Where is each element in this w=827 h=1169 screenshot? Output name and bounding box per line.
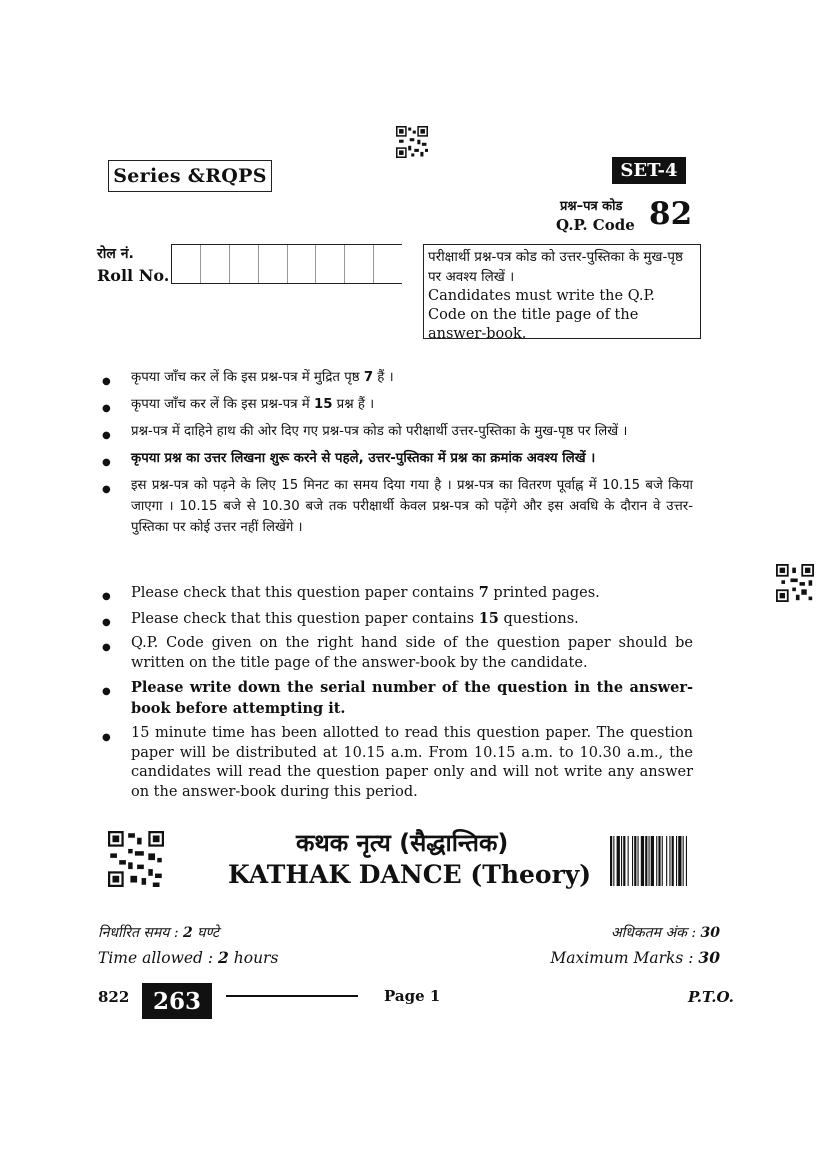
instruction-item [131,609,693,630]
pto-label: P.T.O. [688,988,734,1006]
barcode-bar [658,836,660,886]
instruction-item [131,724,693,802]
barcode-bar [656,836,657,886]
paper-number-box: 263 [142,983,212,1019]
instruction-text: 15 [478,609,499,627]
barcode-icon [610,836,720,886]
roll-number-digit-box[interactable] [201,245,230,283]
barcode-bar [641,836,644,886]
barcode-bar [683,836,684,886]
qr-code-side [776,564,814,602]
qp-code-label: Q.P. Code [556,216,635,234]
qr-title-icon [108,831,164,887]
instruction-item [131,367,693,388]
instruction-text: printed pages. [488,585,600,601]
roll-number-boxes[interactable] [171,244,402,284]
barcode-bar [649,836,650,886]
roll-number-digit-box[interactable] [374,245,402,283]
instruction-item [131,448,693,469]
barcode-bar [617,836,620,886]
qp-code-instruction-box [423,244,701,342]
instruction-text: 15 [313,397,333,412]
barcode-bar [686,836,687,886]
instruction-text: 7 [478,584,489,601]
subject-title: KATHAK DANCE (Theory) [228,860,592,889]
barcode-bar [638,836,639,886]
barcode-bar [676,836,677,886]
roll-number-digit-box[interactable] [172,245,201,283]
barcode-bar [632,836,633,886]
instruction-text: 15 minute time has been allotted to read this question paper. The question paper will be distributed at 10.15 a.m. From 10.15 a.m. to 10.30 a.m., the candidates will read the question paper only and will not write any answer on the answer-book during this period. [131,725,693,800]
instruction-text: कृपया जाँच कर लें कि इस प्रश्न-पत्र में [131,397,314,412]
subject-title-hindi: कथक नृत्य (सैद्धान्तिक) [296,829,509,857]
barcode-bar [610,836,612,886]
qr-side-icon [776,564,814,602]
roll-number-digit-box[interactable] [345,245,374,283]
roll-number-digit-box[interactable] [316,245,345,283]
time-allowed-hindi: निर्धारित समय : 2 घण्टे [98,925,220,941]
barcode-bar [621,836,622,886]
paper-code: 822 [98,988,130,1006]
instructions-english [131,583,693,807]
instruction-text: Please check that this question paper contains [131,610,479,627]
barcode-bar [666,836,667,886]
barcode-bar [628,836,629,886]
barcode-bar [662,836,663,886]
instruction-item [131,394,693,415]
roll-number-label-hindi: रोल नं. [97,246,134,262]
maximum-marks-hindi: अधिकतम अंक : 30 [610,925,720,941]
barcode-bar [672,836,674,886]
roll-number-digit-box[interactable] [259,245,288,283]
instruction-text: कृपया जाँच कर लें कि इस प्रश्न-पत्र में मुद्रित पृष्ठ [131,370,364,385]
instruction-text: 7 [363,370,374,385]
barcode-bar [669,836,670,886]
maximum-marks: Maximum Marks : 30 [550,948,720,967]
qp-code-value: 82 [649,196,693,232]
time-allowed: Time allowed : 2 hours [98,948,279,967]
barcode-bar [651,836,654,886]
instruction-item [131,421,693,442]
qr-code-top [396,126,428,158]
instruction-item [131,634,693,673]
barcode-bar [645,836,647,886]
qr-code-title [108,831,164,887]
instruction-box-hindi: परीक्षार्थी प्रश्न-पत्र कोड को उत्तर-पुस्तिका के मुख-पृष्ठ पर अवश्य लिखें । [428,249,683,285]
page-number: Page 1 [384,987,441,1005]
instructions-hindi [131,367,693,544]
instruction-text: Please write down the serial number of the question in the answer-book before attempting it. [131,679,693,717]
series-label [108,160,272,192]
instruction-item [131,583,693,604]
roll-number-digit-box[interactable] [288,245,317,283]
instruction-text: इस प्रश्न-पत्र को पढ़ने के लिए 15 मिनट का समय दिया गया है । प्रश्न-पत्र का वितरण पूर्वाह्न में 10.15 बजे किया जाएगा । 10.15 बजे से 10.30 बजे तक परीक्षार्थी केवल प्रश्न-पत्र को पढ़ेंगे और इस अवधि के दौरान वे उत्तर-पुस्तिका पर कोई उत्तर नहीं लिखेंगे । [131,478,693,535]
set-label: SET-4 [612,157,686,184]
barcode-bar [678,836,681,886]
qp-code-label-hindi: प्रश्न–पत्र कोड [560,199,623,214]
instruction-text: Q.P. Code given on the right hand side of the question paper should be written on the title page of the answer-book by the candidate. [131,635,693,671]
roll-number-label: Roll No. [97,266,170,285]
instruction-text: questions. [498,610,579,627]
barcode-bar [634,836,636,886]
qr-top-icon [396,126,428,158]
instruction-box-english: Candidates must write the Q.P. Code on the title page of the answer-book. [428,288,655,342]
instruction-item [131,678,693,719]
footer-rule [226,995,358,997]
roll-number-digit-box[interactable] [230,245,259,283]
instruction-text: हैं । [373,370,394,385]
instruction-text: कृपया प्रश्न का उत्तर लिखना शुरू करने से पहले, उत्तर-पुस्तिका में प्रश्न का क्रमांक अवश्य लिखें । [131,451,596,466]
instruction-text: प्रश्न-पत्र में दाहिने हाथ की ओर दिए गए प्रश्न-पत्र कोड को परीक्षार्थी उत्तर-पुस्तिका के मुख-पृष्ठ पर लिखें । [131,424,628,439]
instruction-text: Please check that this question paper contains [131,585,479,601]
barcode-bar [623,836,625,886]
barcode-bar [613,836,614,886]
instruction-text: प्रश्न हैं । [332,397,375,412]
instruction-item [131,475,693,538]
series-text: Series &RQPS [113,165,267,187]
